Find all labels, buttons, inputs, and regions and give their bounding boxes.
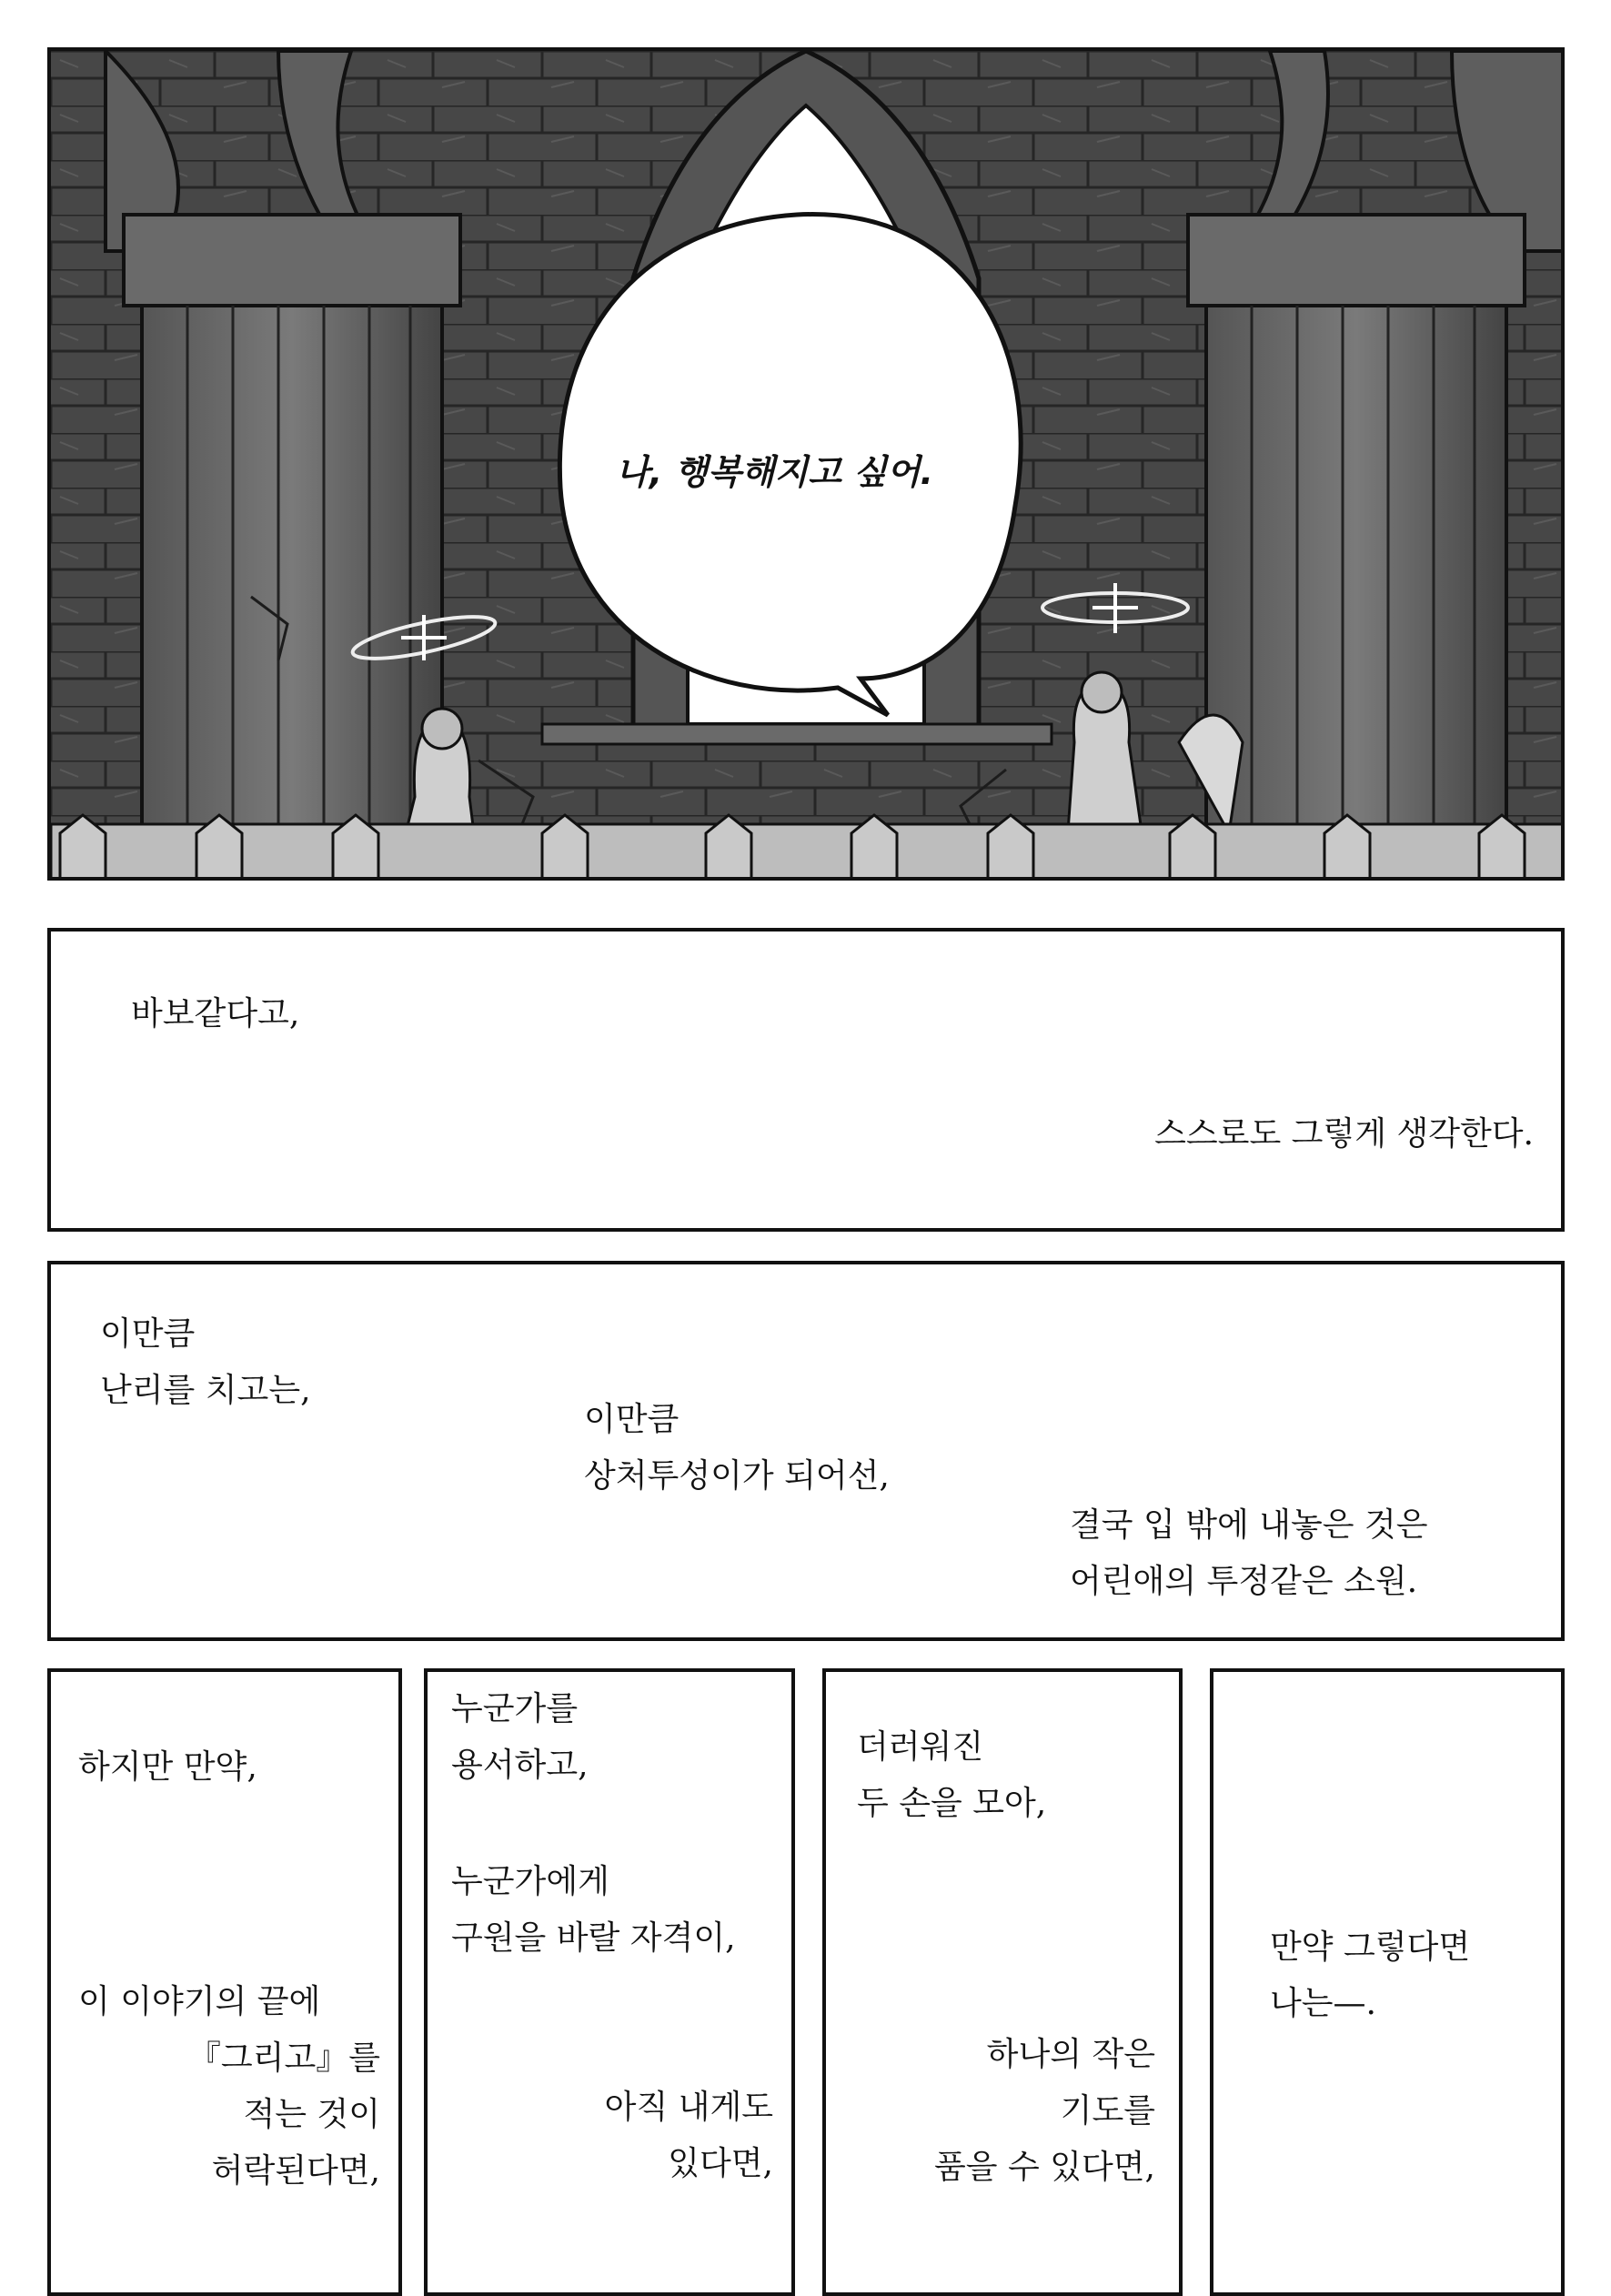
narration-line: 스스로도 그렇게 생각한다.	[1154, 1115, 1534, 1153]
speech-text: 나, 행복해지고 싶어.	[616, 452, 933, 492]
narration-line: 만약 그렇다면	[1270, 1928, 1471, 1966]
narration-line: 하지만 만약,	[78, 1748, 257, 1786]
narration-line: 허락된다면,	[211, 2152, 380, 2190]
narration-line: 용서하고,	[451, 1747, 589, 1784]
narration-panel-3	[47, 1261, 1565, 1641]
illustration-panel	[47, 47, 1565, 881]
narration-line: 있다면,	[668, 2145, 773, 2182]
narration-panel-4	[47, 1668, 402, 2296]
narration-line: 두 손을 모아,	[857, 1785, 1047, 1822]
narration-line: 이만큼	[100, 1315, 196, 1353]
narration-line: 적는 것이	[243, 2096, 380, 2133]
narration-line: 구원을 바랄 자격이,	[451, 1919, 736, 1957]
narration-line: 『그리고』를	[187, 2039, 380, 2077]
narration-line: 기도를	[1060, 2092, 1155, 2130]
narration-panel-5	[424, 1668, 795, 2296]
narration-line: 이 이야기의 끝에	[78, 1983, 321, 2020]
narration-panel-7	[1210, 1668, 1565, 2296]
narration-line: 더러워진	[857, 1728, 984, 1766]
narration-line: 아직 내게도	[604, 2089, 773, 2126]
narration-line: 어린애의 투정같은 소원.	[1070, 1563, 1418, 1600]
narration-line: 바보같다고,	[131, 995, 300, 1032]
narration-line: 난리를 치고는,	[100, 1372, 311, 1409]
narration-panel-6	[822, 1668, 1183, 2296]
narration-line: 품을 수 있다면,	[934, 2149, 1155, 2186]
narration-panel-2	[47, 928, 1565, 1232]
narration-line: 이만큼	[584, 1401, 680, 1438]
narration-line: 누군가를	[451, 1690, 579, 1727]
narration-line: 누군가에게	[451, 1863, 609, 1900]
narration-line: 하나의 작은	[986, 2036, 1155, 2073]
narration-line: 상처투성이가 되어선,	[584, 1457, 890, 1495]
narration-line: 나는—.	[1270, 1985, 1376, 2022]
narration-line: 결국 입 밖에 내놓은 것은	[1070, 1506, 1428, 1544]
